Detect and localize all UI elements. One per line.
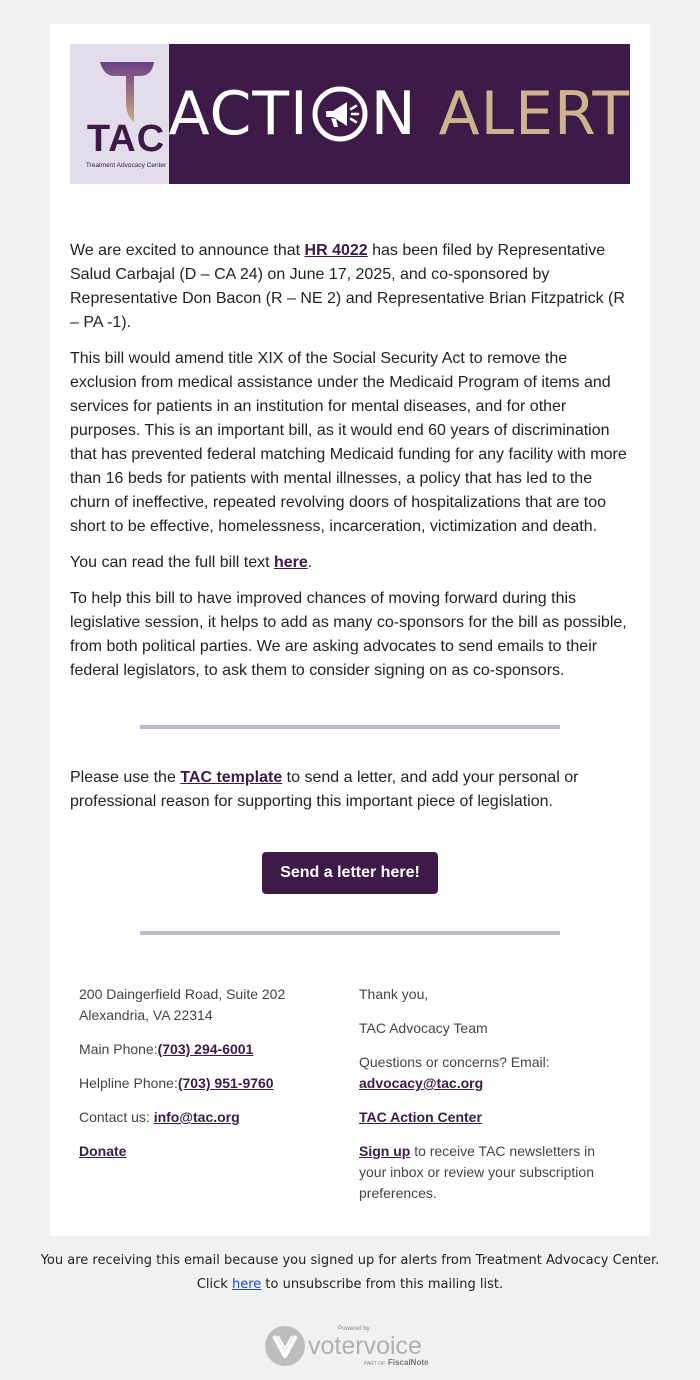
title-alert: ALERT bbox=[438, 79, 630, 149]
unsubscribe-link[interactable]: here bbox=[231, 1277, 262, 1292]
votervoice-mark-icon bbox=[265, 1326, 305, 1366]
message-body bbox=[70, 239, 630, 695]
logo-subtitle: Treatment Advocacy Center bbox=[85, 162, 167, 169]
main-phone-link[interactable]: (703) 294-6001 bbox=[157, 1041, 254, 1057]
paragraph-bill-text: You can read the full bill text here. bbox=[70, 554, 313, 571]
logo-text: TAC bbox=[86, 118, 166, 160]
donate-link[interactable]: Donate bbox=[79, 1143, 127, 1159]
send-letter-button[interactable]: Send a letter here! bbox=[262, 852, 438, 894]
footer-signoff bbox=[359, 984, 621, 1217]
advocacy-email-link[interactable]: advocacy@tac.org bbox=[359, 1075, 484, 1091]
email-card bbox=[50, 24, 650, 1236]
votervoice-text: votervoice bbox=[308, 1332, 422, 1360]
banner-title bbox=[169, 44, 630, 184]
tac-template-link[interactable]: TAC template bbox=[180, 769, 283, 786]
bill-text-here-link[interactable]: here bbox=[273, 554, 308, 571]
megaphone-icon bbox=[311, 85, 369, 143]
votervoice-logo[interactable] bbox=[264, 1322, 440, 1370]
divider-bottom bbox=[140, 931, 560, 935]
helpline-phone-link[interactable]: (703) 951-9760 bbox=[177, 1075, 274, 1091]
paragraph-co-sponsors: To help this bill to have improved chances of moving forward during this legislative session, it helps to add as many co-sponsors for the bill as possible, from both political parties. We are asking advocates to send emails to their federal legislators, to ask them to consider signing on as co-sponsors. bbox=[70, 590, 627, 679]
team-name: TAC Advocacy Team bbox=[359, 1020, 488, 1036]
part-of-text: PART OF bbox=[364, 1361, 386, 1367]
questions: Questions or concerns? Email: advocacy@tac.org bbox=[359, 1054, 550, 1091]
powered-by-text: Powered by bbox=[338, 1326, 370, 1332]
action-alert-banner bbox=[70, 44, 630, 184]
sign-up-link[interactable]: Sign up bbox=[359, 1143, 411, 1159]
address: 200 Daingerfield Road, Suite 202 Alexandria, VA 22314 bbox=[79, 986, 286, 1023]
signup-text: Sign up to receive TAC newsletters in your inbox or review your subscription preferences. bbox=[359, 1143, 595, 1201]
helpline-phone: Helpline Phone:(703) 951-9760 bbox=[79, 1075, 274, 1091]
title-part-a: ACTI bbox=[168, 79, 309, 149]
subscription-notice: You are receiving this email because you signed up for alerts from Treatment Advocacy Center. bbox=[40, 1253, 660, 1268]
thank-you: Thank you, bbox=[359, 986, 429, 1002]
divider-top bbox=[140, 725, 560, 729]
main-phone: Main Phone:(703) 294-6001 bbox=[79, 1041, 254, 1057]
action-center-link[interactable]: TAC Action Center bbox=[359, 1109, 482, 1125]
hr-4022-link[interactable]: HR 4022 bbox=[304, 242, 368, 259]
title-part-b: N bbox=[370, 79, 417, 149]
unsubscribe-line: Click here to unsubscribe from this mailing list. bbox=[196, 1277, 504, 1292]
tac-logo bbox=[70, 44, 169, 184]
contact-email-link[interactable]: info@tac.org bbox=[153, 1109, 240, 1125]
cta-paragraph: Please use the TAC template to send a letter, and add your personal or professional reason for supporting this important piece of legislation. bbox=[70, 769, 579, 810]
fiscalnote-text: FiscalNote bbox=[388, 1358, 429, 1367]
paragraph-bill-details: This bill would amend title XIX of the Social Security Act to remove the exclusion from medical assistance under the Medicaid Program of items and services for patients in an institution for mental diseases, and for other purposes. This is an important bill, as it would end 60 years of discrimination that has prevented federal matching Medicaid funding for any facility with more than 16 beds for patients with mental illnesses, a policy that has led to the churn of ineffective, repeated revolving doors of hospitalizations that are too short to be effective, homelessness, incarceration, victimization and death. bbox=[70, 350, 627, 535]
footer-contact bbox=[79, 984, 329, 1175]
contact-us: Contact us: info@tac.org bbox=[79, 1109, 240, 1125]
paragraph-intro: We are excited to announce that HR 4022 has been filed by Representative Salud Carbajal (D – CA 24) on June 17, 2025, and co-sponsored by Representative Don Bacon (R – NE 2) and Representative Brian Fitzpatrick (R – PA -1). bbox=[70, 242, 625, 331]
